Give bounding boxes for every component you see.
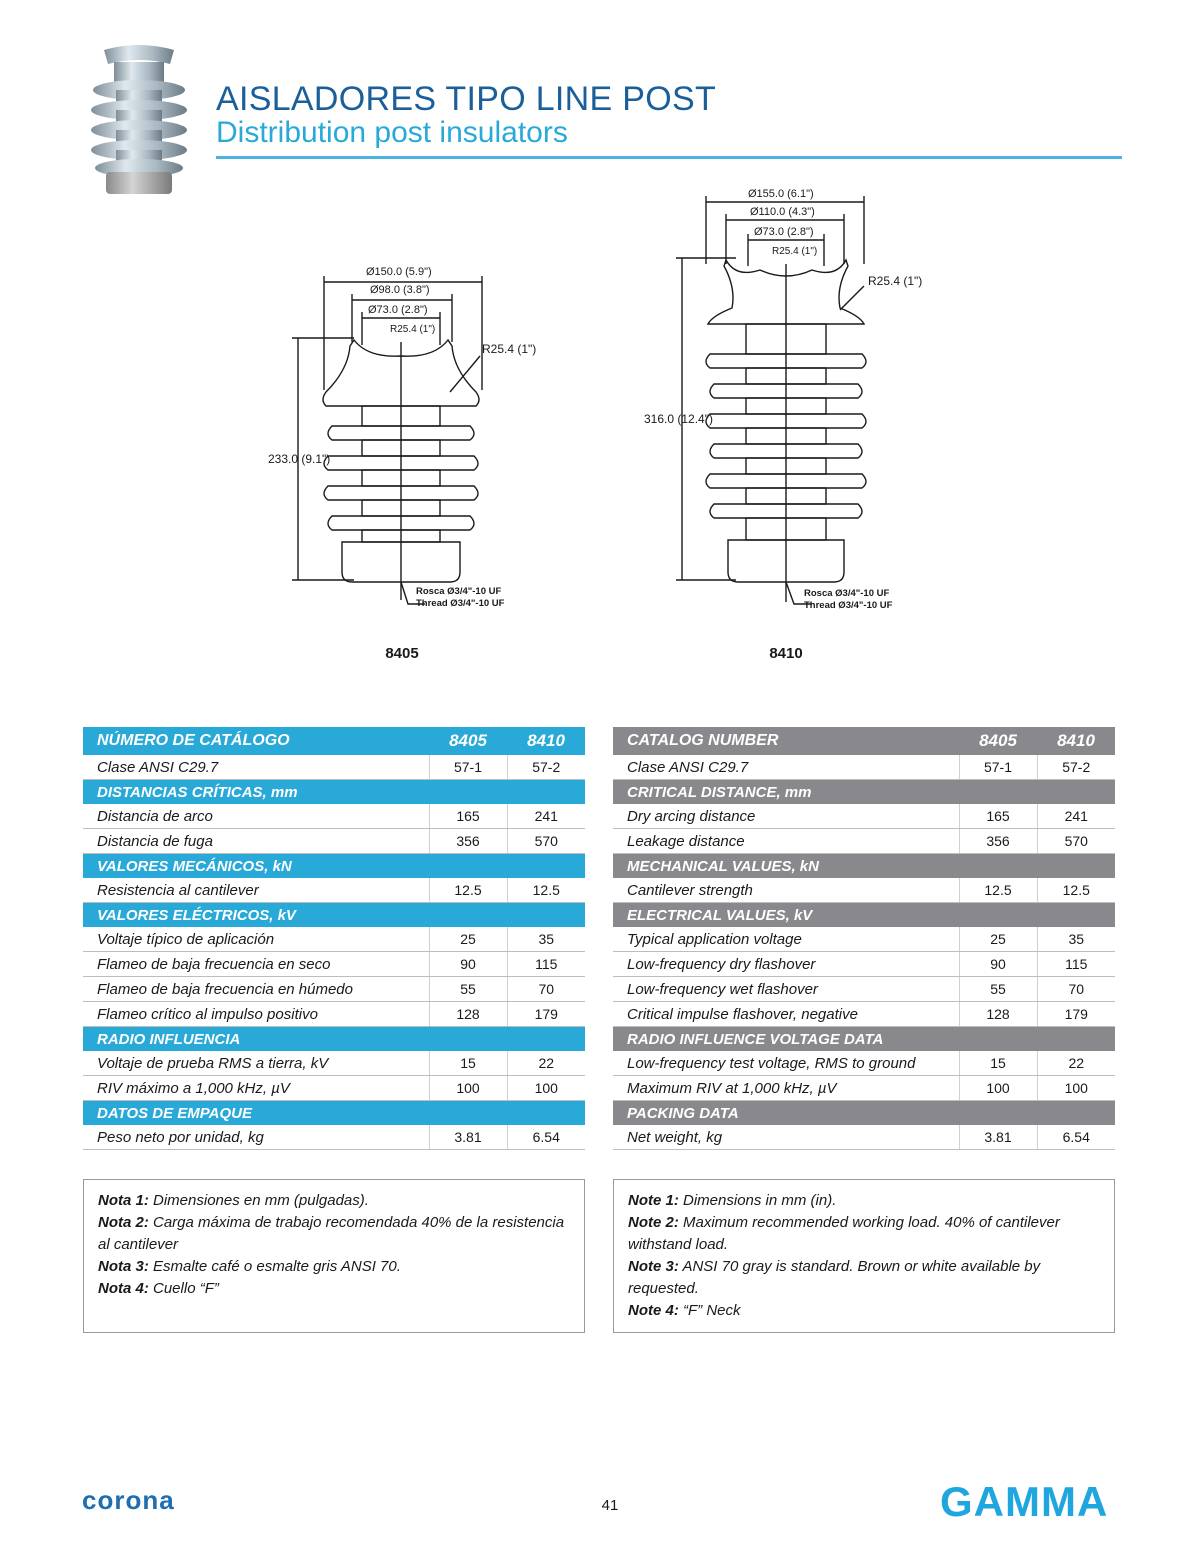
- row-label: Cantilever strength: [613, 878, 959, 903]
- table-row: [613, 927, 1115, 952]
- note-text: Maximum recommended working load. 40% of cantilever withstand load.: [628, 1214, 1060, 1253]
- page-subtitle: Distribution post insulators: [216, 116, 568, 149]
- row-value: 100: [959, 1076, 1037, 1101]
- row-value: 35: [507, 927, 585, 952]
- section-row: [613, 780, 1115, 805]
- table-row: [83, 1002, 585, 1027]
- row-label: Low-frequency dry flashover: [613, 952, 959, 977]
- table-row: [613, 878, 1115, 903]
- thread-es-8405: Rosca Ø3/4"-10 UF: [416, 586, 502, 597]
- title-divider: [216, 156, 1122, 159]
- note-text: “F” Neck: [678, 1302, 741, 1319]
- table-row: [83, 804, 585, 829]
- drawing-8410: [636, 184, 946, 624]
- header-label: NÚMERO DE CATÁLOGO: [83, 727, 429, 755]
- insulator-photo: [84, 40, 194, 200]
- table-row: [83, 878, 585, 903]
- row-value: 179: [1037, 1002, 1115, 1027]
- note-4: [98, 1278, 570, 1300]
- row-label: Clase ANSI C29.7: [83, 755, 429, 780]
- dim-outer-8405: Ø150.0 (5.9"): [366, 266, 432, 278]
- note-1: [98, 1190, 570, 1212]
- section-label: CRITICAL DISTANCE, mm: [613, 780, 959, 805]
- note-text: Dimensions in mm (in).: [678, 1192, 837, 1209]
- row-label: Clase ANSI C29.7: [613, 755, 959, 780]
- gamma-logo: GAMMA: [940, 1478, 1109, 1525]
- row-value: 15: [429, 1051, 507, 1076]
- note-label: Note 2:: [628, 1214, 679, 1231]
- row-value: 115: [507, 952, 585, 977]
- row-label: Peso neto por unidad, kg: [83, 1125, 429, 1150]
- note-2: [98, 1212, 570, 1256]
- thread-en-8405: Thread Ø3/4"-10 UF: [416, 598, 505, 609]
- table-row: [613, 1076, 1115, 1101]
- row-value: 128: [959, 1002, 1037, 1027]
- note-text: ANSI 70 gray is standard. Brown or white available by requested.: [628, 1258, 1041, 1297]
- table-row: [83, 829, 585, 854]
- table-row: [83, 755, 585, 780]
- row-value: 12.5: [507, 878, 585, 903]
- row-value: 128: [429, 1002, 507, 1027]
- note-text: Dimensiones en mm (pulgadas).: [148, 1192, 369, 1209]
- spec-table-en: [613, 727, 1115, 1150]
- section-row: [83, 1027, 585, 1052]
- dim-inner-8410: Ø73.0 (2.8"): [754, 226, 814, 238]
- section-row: [613, 854, 1115, 879]
- row-value: 57-2: [1037, 755, 1115, 780]
- thread-en-8410: Thread Ø3/4"-10 UF: [804, 600, 893, 611]
- section-row: [83, 1101, 585, 1126]
- note-label: Nota 2:: [98, 1214, 149, 1231]
- row-value: 90: [429, 952, 507, 977]
- table-row: [613, 977, 1115, 1002]
- dim-outer-8410: Ø155.0 (6.1"): [748, 188, 814, 200]
- row-value: 22: [1037, 1051, 1115, 1076]
- section-label: RADIO INFLUENCE VOLTAGE DATA: [613, 1027, 959, 1052]
- row-value: 356: [429, 829, 507, 854]
- section-row: [613, 1101, 1115, 1126]
- drawing-8405: [250, 260, 550, 620]
- row-value: 3.81: [959, 1125, 1037, 1150]
- section-label: RADIO INFLUENCIA: [83, 1027, 429, 1052]
- dim-groove-8405: R25.4 (1"): [390, 324, 436, 335]
- row-label: Dry arcing distance: [613, 804, 959, 829]
- spec-table-es: [83, 727, 585, 1150]
- note-text: Cuello “F”: [148, 1280, 219, 1297]
- row-value: 57-1: [959, 755, 1037, 780]
- row-label: Net weight, kg: [613, 1125, 959, 1150]
- table-row: [613, 1125, 1115, 1150]
- header-col-8410: 8410: [507, 727, 585, 755]
- row-label: Maximum RIV at 1,000 kHz, µV: [613, 1076, 959, 1101]
- model-label-8405: 8405: [385, 645, 419, 662]
- note-label: Note 3:: [628, 1258, 679, 1275]
- row-value: 55: [959, 977, 1037, 1002]
- row-value: 22: [507, 1051, 585, 1076]
- row-label: Leakage distance: [613, 829, 959, 854]
- table-row: [83, 1051, 585, 1076]
- note-3: [98, 1256, 570, 1278]
- row-label: Flameo crítico al impulso positivo: [83, 1002, 429, 1027]
- row-value: 100: [507, 1076, 585, 1101]
- dim-height-8410: 316.0 (12.4"): [644, 412, 713, 426]
- row-value: 100: [1037, 1076, 1115, 1101]
- row-label: Flameo de baja frecuencia en seco: [83, 952, 429, 977]
- row-value: 179: [507, 1002, 585, 1027]
- row-value: 35: [1037, 927, 1115, 952]
- row-label: Voltaje de prueba RMS a tierra, kV: [83, 1051, 429, 1076]
- table-row: [83, 977, 585, 1002]
- note-3: [628, 1256, 1100, 1300]
- note-label: Note 4:: [628, 1302, 679, 1319]
- table-row: [613, 804, 1115, 829]
- row-label: Low-frequency wet flashover: [613, 977, 959, 1002]
- header-col-8405: 8405: [429, 727, 507, 755]
- header-label: CATALOG NUMBER: [613, 727, 959, 755]
- row-value: 570: [1037, 829, 1115, 854]
- table-row: [83, 927, 585, 952]
- header-col-8410: 8410: [1037, 727, 1115, 755]
- section-row: [83, 854, 585, 879]
- row-value: 241: [507, 804, 585, 829]
- row-value: 15: [959, 1051, 1037, 1076]
- table-row: [613, 1002, 1115, 1027]
- table-row: [613, 1051, 1115, 1076]
- row-value: 12.5: [429, 878, 507, 903]
- row-label: Distancia de fuga: [83, 829, 429, 854]
- header-col-8405: 8405: [959, 727, 1037, 755]
- row-label: Critical impulse flashover, negative: [613, 1002, 959, 1027]
- page-number: 41: [601, 1497, 619, 1514]
- row-value: 70: [507, 977, 585, 1002]
- note-label: Nota 1:: [98, 1192, 149, 1209]
- model-label-8410: 8410: [769, 645, 803, 662]
- section-row: [613, 1027, 1115, 1052]
- row-label: Voltaje típico de aplicación: [83, 927, 429, 952]
- note-text: Esmalte café o esmalte gris ANSI 70.: [148, 1258, 401, 1275]
- section-row: [83, 903, 585, 928]
- row-value: 115: [1037, 952, 1115, 977]
- row-value: 570: [507, 829, 585, 854]
- row-value: 25: [959, 927, 1037, 952]
- table-header: [613, 727, 1115, 755]
- row-value: 55: [429, 977, 507, 1002]
- section-label: DISTANCIAS CRÍTICAS, mm: [83, 780, 429, 805]
- note-text: Carga máxima de trabajo recomendada 40% de la resistencia al cantilever: [98, 1214, 565, 1253]
- section-row: [613, 903, 1115, 928]
- notes-box-es: [83, 1179, 585, 1333]
- row-value: 165: [429, 804, 507, 829]
- row-label: RIV máximo a 1,000 kHz, µV: [83, 1076, 429, 1101]
- note-label: Note 1:: [628, 1192, 679, 1209]
- table-row: [83, 1076, 585, 1101]
- section-label: DATOS DE EMPAQUE: [83, 1101, 429, 1126]
- dim-height-8405: 233.0 (9.1"): [268, 452, 331, 466]
- table-row: [613, 829, 1115, 854]
- row-value: 6.54: [1037, 1125, 1115, 1150]
- section-label: ELECTRICAL VALUES, kV: [613, 903, 959, 928]
- section-label: PACKING DATA: [613, 1101, 959, 1126]
- table-row: [83, 952, 585, 977]
- section-label: VALORES ELÉCTRICOS, kV: [83, 903, 429, 928]
- dim-radius-8405: R25.4 (1"): [482, 342, 537, 356]
- note-2: [628, 1212, 1100, 1256]
- row-value: 25: [429, 927, 507, 952]
- note-1: [628, 1190, 1100, 1212]
- row-value: 57-2: [507, 755, 585, 780]
- row-label: Distancia de arco: [83, 804, 429, 829]
- corona-logo: corona: [82, 1485, 175, 1515]
- thread-es-8410: Rosca Ø3/4"-10 UF: [804, 588, 890, 599]
- row-value: 12.5: [959, 878, 1037, 903]
- row-value: 356: [959, 829, 1037, 854]
- table-header: [83, 727, 585, 755]
- row-value: 12.5: [1037, 878, 1115, 903]
- table-row: [83, 1125, 585, 1150]
- note-label: Nota 4:: [98, 1280, 149, 1297]
- section-label: MECHANICAL VALUES, kN: [613, 854, 959, 879]
- row-value: 90: [959, 952, 1037, 977]
- row-value: 241: [1037, 804, 1115, 829]
- row-label: Resistencia al cantilever: [83, 878, 429, 903]
- row-label: Low-frequency test voltage, RMS to ground: [613, 1051, 959, 1076]
- table-row: [613, 952, 1115, 977]
- dim-radius-8410: R25.4 (1"): [868, 274, 923, 288]
- dim-mid-8410: Ø110.0 (4.3"): [750, 206, 815, 218]
- row-label: Flameo de baja frecuencia en húmedo: [83, 977, 429, 1002]
- note-4: [628, 1300, 1100, 1322]
- row-label: Typical application voltage: [613, 927, 959, 952]
- row-value: 3.81: [429, 1125, 507, 1150]
- row-value: 100: [429, 1076, 507, 1101]
- row-value: 165: [959, 804, 1037, 829]
- dim-mid-8405: Ø98.0 (3.8"): [370, 284, 430, 296]
- row-value: 6.54: [507, 1125, 585, 1150]
- table-row: [613, 755, 1115, 780]
- note-label: Nota 3:: [98, 1258, 149, 1275]
- page-title: AISLADORES TIPO LINE POST: [216, 80, 717, 118]
- section-row: [83, 780, 585, 805]
- row-value: 57-1: [429, 755, 507, 780]
- notes-box-en: [613, 1179, 1115, 1333]
- dim-inner-8405: Ø73.0 (2.8"): [368, 304, 428, 316]
- section-label: VALORES MECÁNICOS, kN: [83, 854, 429, 879]
- dim-groove-8410: R25.4 (1"): [772, 246, 818, 257]
- row-value: 70: [1037, 977, 1115, 1002]
